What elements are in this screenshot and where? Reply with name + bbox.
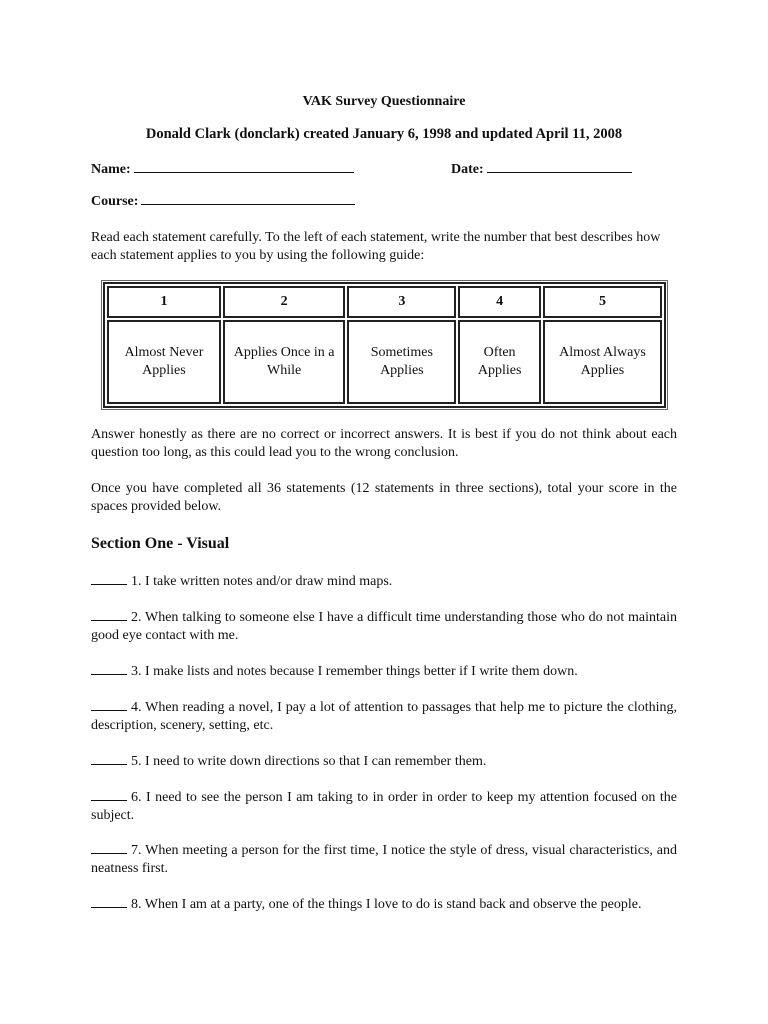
date-field[interactable] [451,160,632,178]
question-item [91,895,677,914]
name-line[interactable] [134,160,354,173]
rating-meaning-5: Almost Always Applies [543,320,662,404]
answer-blank[interactable] [91,895,127,908]
intro-paragraph: Read each statement carefully. To the left of each statement, write the number that best describes how each statement applies to you by using the following guide: [91,230,661,263]
question-text: 1. I take written notes and/or draw mind maps. [131,574,393,589]
course-label: Course: [91,194,139,209]
answer-blank[interactable] [91,698,127,711]
question-text: 6. I need to see the person I am taking to in order in order to keep my attention focused on the subject. [91,790,677,823]
answer-blank[interactable] [91,788,127,801]
question-text: 8. When I am at a party, one of the things I love to do is stand back and observe the people. [131,897,642,912]
question-text: 2. When talking to someone else I have a difficult time understanding those who do not maintain good eye contact with me. [91,610,677,643]
rating-number-4: 4 [458,286,541,318]
document-subtitle: Donald Clark (donclark) created January 6, 1998 and updated April 11, 2008 [145,126,623,142]
rating-meaning-4: Often Applies [458,320,541,404]
document-title: VAK Survey Questionnaire [302,94,466,109]
answer-blank[interactable] [91,752,127,765]
rating-number-3: 3 [347,286,456,318]
answer-blank[interactable] [91,572,127,585]
question-item [91,608,677,645]
rating-meaning-2: Applies Once in a While [223,320,345,404]
question-text: 4. When reading a novel, I pay a lot of attention to passages that help me to picture the clothing, description, scenery, setting, etc. [91,700,677,733]
answer-blank[interactable] [91,662,127,675]
date-label: Date: [451,162,484,177]
course-line[interactable] [141,192,355,205]
rating-number-5: 5 [543,286,662,318]
rating-meaning-1: Almost Never Applies [107,320,221,404]
question-item [91,662,677,681]
question-item [91,572,677,591]
rating-meaning-row [107,320,662,404]
question-text: 3. I make lists and notes because I remember things better if I write them down. [131,664,578,679]
question-item [91,788,677,825]
question-item [91,698,677,735]
name-field[interactable] [91,160,354,178]
question-text: 7. When meeting a person for the first time, I notice the style of dress, visual characteristics, and neatness first. [91,843,677,876]
course-field[interactable] [91,192,355,210]
rating-number-row [107,286,662,318]
rating-number-1: 1 [107,286,221,318]
date-line[interactable] [487,160,632,173]
rating-meaning-3: Sometimes Applies [347,320,456,404]
scoring-paragraph: Once you have completed all 36 statements (12 statements in three sections), total your score in the spaces provided below. [91,481,677,514]
name-label: Name: [91,162,131,177]
honesty-paragraph: Answer honestly as there are no correct or incorrect answers. It is best if you do not think about each question too long, as this could lead you to the wrong conclusion. [91,427,677,460]
answer-blank[interactable] [91,608,127,621]
question-text: 5. I need to write down directions so that I can remember them. [131,754,487,769]
rating-number-2: 2 [223,286,345,318]
section-title: Section One - Visual [91,535,230,552]
question-item [91,841,677,878]
question-item [91,752,677,771]
answer-blank[interactable] [91,841,127,854]
rating-guide-table [103,282,666,408]
